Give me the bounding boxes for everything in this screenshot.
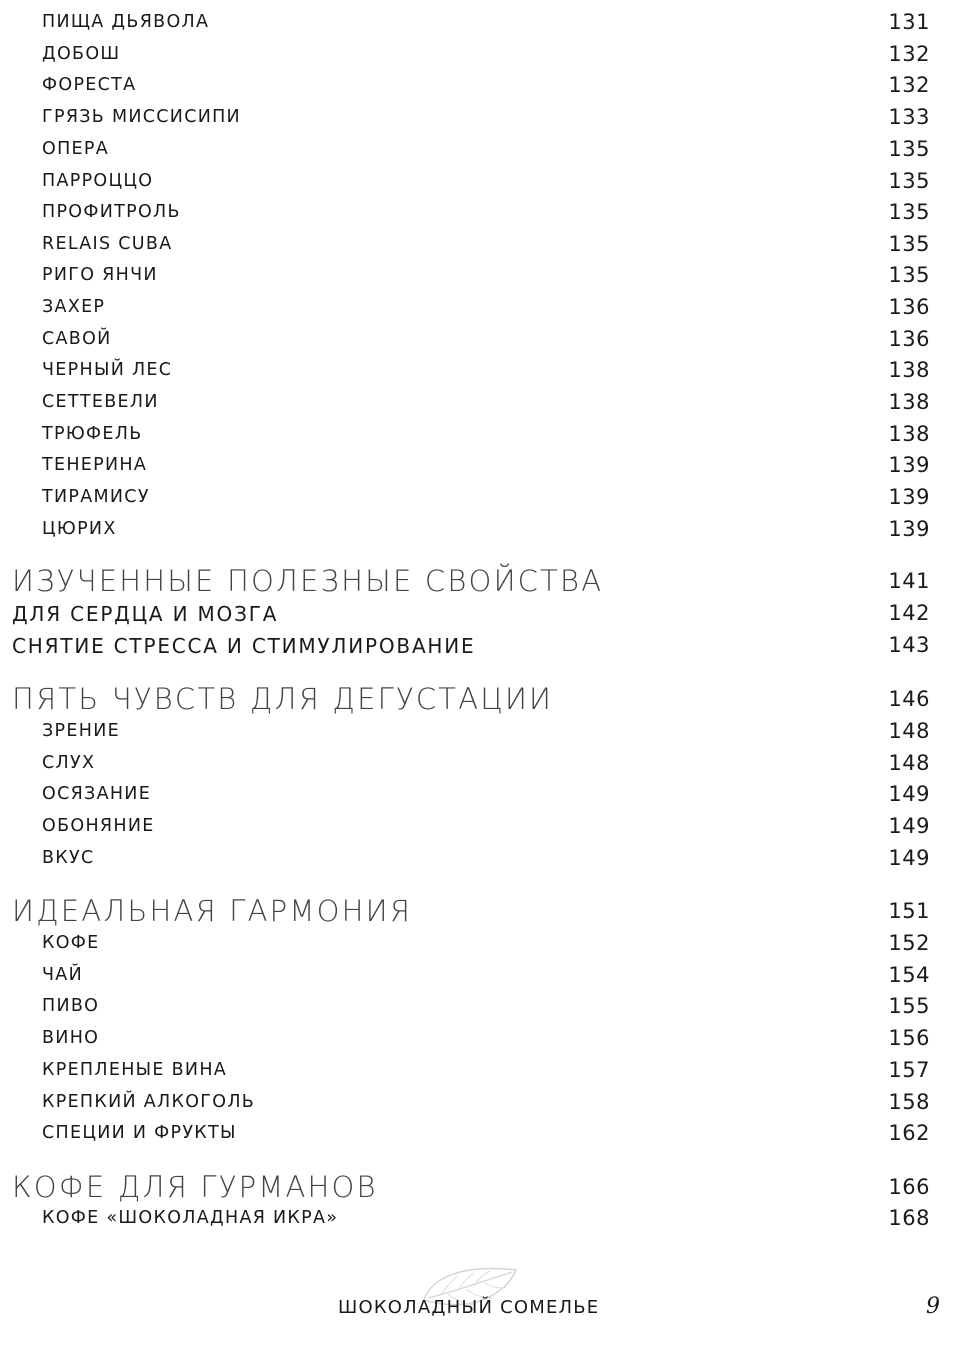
entry-title: СЕТТЕВЕЛИ (42, 392, 159, 412)
entry-title: ТРЮФЕЛЬ (42, 424, 143, 444)
entry-title: САВОЙ (42, 329, 112, 349)
entry-page: 152 (888, 931, 930, 955)
entry-title: ОБОНЯНИЕ (42, 816, 155, 836)
entry-page: 136 (888, 295, 930, 319)
section-title: КОФЕ ДЛЯ ГУРМАНОВ (12, 1170, 378, 1204)
section-page: 166 (888, 1175, 930, 1199)
entry-title: ОСЯЗАНИЕ (42, 784, 152, 804)
entry-page: 138 (888, 358, 930, 382)
entry-title: ПИВО (42, 996, 100, 1016)
entry-title: ДОБОШ (42, 44, 121, 64)
entry-title: ВИНО (42, 1028, 100, 1048)
entry-title: ПИЩА ДЬЯВОЛА (42, 12, 210, 32)
page-number: 9 (926, 1294, 940, 1319)
entry-page: 133 (888, 105, 930, 129)
entry-title: ФОРЕСТА (42, 75, 137, 95)
entry-page: 158 (888, 1090, 930, 1114)
entry-title: ТЕНЕРИНА (42, 455, 148, 475)
section-title: ИДЕАЛЬНАЯ ГАРМОНИЯ (12, 894, 413, 928)
section-page: 141 (888, 569, 930, 593)
entry-page: 149 (888, 846, 930, 870)
subsection-title: ДЛЯ СЕРДЦА И МОЗГА (12, 602, 279, 626)
entry-page: 139 (888, 453, 930, 477)
entry-page: 135 (888, 169, 930, 193)
entry-page: 155 (888, 994, 930, 1018)
entry-page: 157 (888, 1058, 930, 1082)
subsection-page: 142 (888, 601, 930, 625)
entry-page: 154 (888, 963, 930, 987)
entry-page: 156 (888, 1026, 930, 1050)
entry-title: ТИРАМИСУ (42, 487, 150, 507)
entry-title: ЗРЕНИЕ (42, 721, 120, 741)
entry-page: 138 (888, 422, 930, 446)
subsection-page: 143 (888, 633, 930, 657)
entry-page: 148 (888, 751, 930, 775)
entry-page: 135 (888, 263, 930, 287)
entry-title: КРЕПКИЙ АЛКОГОЛЬ (42, 1092, 256, 1112)
entry-title: КРЕПЛЕНЫЕ ВИНА (42, 1060, 228, 1080)
entry-page: 139 (888, 485, 930, 509)
entry-page: 148 (888, 719, 930, 743)
section-page: 151 (888, 899, 930, 923)
entry-title: ЧЕРНЫЙ ЛЕС (42, 360, 173, 380)
entry-page: 168 (888, 1206, 930, 1230)
entry-page: 138 (888, 390, 930, 414)
section-title: ПЯТЬ ЧУВСТВ ДЛЯ ДЕГУСТАЦИИ (12, 682, 554, 716)
entry-title: ВКУС (42, 848, 95, 868)
entry-page: 139 (888, 517, 930, 541)
entry-page: 131 (888, 10, 930, 34)
entry-title: ЧАЙ (42, 965, 83, 985)
entry-page: 162 (888, 1121, 930, 1145)
entry-title: ПАРРОЦЦО (42, 171, 154, 191)
book-title: ШОКОЛАДНЫЙ СОМЕЛЬЕ (338, 1297, 600, 1318)
entry-title: ЗАХЕР (42, 297, 106, 317)
entry-page: 149 (888, 814, 930, 838)
entry-title: СПЕЦИИ И ФРУКТЫ (42, 1123, 237, 1143)
entry-title: ЦЮРИХ (42, 519, 117, 539)
section-page: 146 (888, 687, 930, 711)
entry-page: 132 (888, 42, 930, 66)
entry-page: 136 (888, 327, 930, 351)
entry-title: RELAIS CUBA (42, 234, 173, 254)
entry-title: КОФЕ (42, 933, 100, 953)
entry-title: КОФЕ «ШОКОЛАДНАЯ ИКРА» (42, 1208, 339, 1228)
section-title: ИЗУЧЕННЫЕ ПОЛЕЗНЫЕ СВОЙСТВА (12, 564, 604, 598)
entry-page: 149 (888, 782, 930, 806)
entry-title: ГРЯЗЬ МИССИСИПИ (42, 107, 241, 127)
entry-title: РИГО ЯНЧИ (42, 265, 158, 285)
entry-title: ПРОФИТРОЛЬ (42, 202, 181, 222)
entry-page: 135 (888, 232, 930, 256)
subsection-title: СНЯТИЕ СТРЕССА И СТИМУЛИРОВАНИЕ (12, 634, 476, 658)
entry-page: 132 (888, 73, 930, 97)
entry-title: СЛУХ (42, 753, 96, 773)
entry-page: 135 (888, 200, 930, 224)
entry-page: 135 (888, 137, 930, 161)
entry-title: ОПЕРА (42, 139, 110, 159)
